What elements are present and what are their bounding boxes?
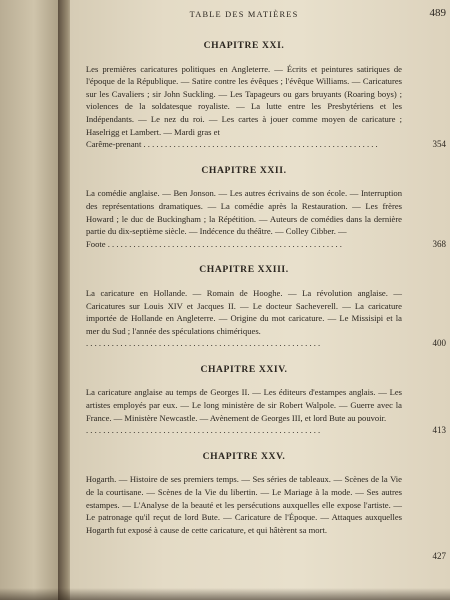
chapter-xxiv	[85, 363, 446, 437]
chapter-summary: La comédie anglaise. — Ben Jonson. — Les autres écrivains de son école. — Interruption des représentations dramatiques. — La comédie après la Restauration. — Les frères Howard ; le duc de Buckingham ; la Répétition. — Auteurs de comédies dans la dernière partie du dix-septième siècle. — Indécence du théâtre. — Colley Cibber. —	[85, 188, 402, 237]
chapter-summary-tail	[86, 424, 402, 437]
running-title: TABLE DES MATIÈRES	[189, 10, 299, 19]
chapter-xxv	[85, 450, 446, 561]
chapter-page-number: 354	[432, 139, 446, 150]
toc-entry	[85, 386, 446, 436]
chapter-xxiii	[85, 264, 446, 350]
chapter-xxii	[85, 164, 446, 251]
chapter-summary: Hogarth. — Histoire de ses premiers temps. — Ses séries de tableaux. — Scènes de la Vie de la courtisane. — Scènes de la Vie du libertin. — Le Mariage à la mode. — Ses autres estampes. — L'Analyse de la beauté et les persécutions auxquelles elle expose l'artiste. — Le patronage qu'il reçut de lord Bute. — Caricature de l'Époque. — Attaques auxquelles Hogarth fut exposé à cause de cette caricature, et qui hâtèrent sa mort.	[85, 474, 402, 535]
chapter-title: CHAPITRE XXIV.	[200, 363, 288, 375]
chapter-page-number: 368	[432, 238, 446, 249]
chapter-summary: Les premières caricatures politiques en Angleterre. — Écrits et peintures satiriques de l'époque de la République. — Satire contre les évêques ; l'évêque Williams. — Caricatures sur les Cavaliers ; sir John Suckling. — Les Tapageurs ou gars bruyants (Roaring boys) ; violences de la soldatesque royaliste. — La lutte entre les Presbytériens et les Indépendants. — Le nez du roi. — Les cartes à jouer comme moyen de caricature ; Haselrigg et Lambert. — Mardi gras et	[85, 63, 402, 137]
chapter-title: CHAPITRE XXII.	[201, 164, 287, 176]
left-page-edge	[0, 0, 62, 600]
toc-entry	[85, 63, 446, 151]
chapter-title: CHAPITRE XXV.	[202, 450, 286, 462]
chapter-title: CHAPITRE XXI.	[203, 40, 285, 51]
chapter-summary-tail	[86, 337, 402, 350]
chapter-summary: La caricature anglaise au temps de Georges II. — Les éditeurs d'estampes anglais. — Les artistes employés par eux. — Le long ministère de sir Robert Walpole. — Guerre avec la France. — Ministère Newcastle. — Avènement de Georges III, et lord Bute au pouvoir.	[85, 387, 402, 423]
toc-entry	[85, 287, 446, 350]
chapter-summary-tail: Foote . . .	[86, 238, 402, 251]
chapter-summary-tail: Carême-prenant . . .	[86, 138, 402, 151]
toc-entry	[85, 187, 446, 250]
chapter-page-number: 427	[432, 550, 446, 561]
running-header	[86, 7, 446, 24]
chapter-page-number: 413	[432, 425, 446, 436]
page-bottom-shadow	[0, 588, 450, 600]
chapter-title: CHAPITRE XXIII.	[199, 264, 289, 276]
page-number: 489	[429, 7, 446, 19]
chapter-summary: La caricature en Hollande. — Romain de Hooghe. — La révolution anglaise. — Caricatures sur Louis XIV et Jacques II. — Le docteur Sacheverell. — La caricature importée de Hollande en Angleterre. — Origine du mot caricature. — Le Missisipi et la mer du Sud ; l'année des spéculations chimériques.	[85, 287, 402, 336]
page-content	[85, 7, 446, 561]
chapter-page-number: 400	[432, 338, 446, 349]
toc-entry	[85, 473, 446, 561]
chapter-xxi	[85, 40, 446, 151]
